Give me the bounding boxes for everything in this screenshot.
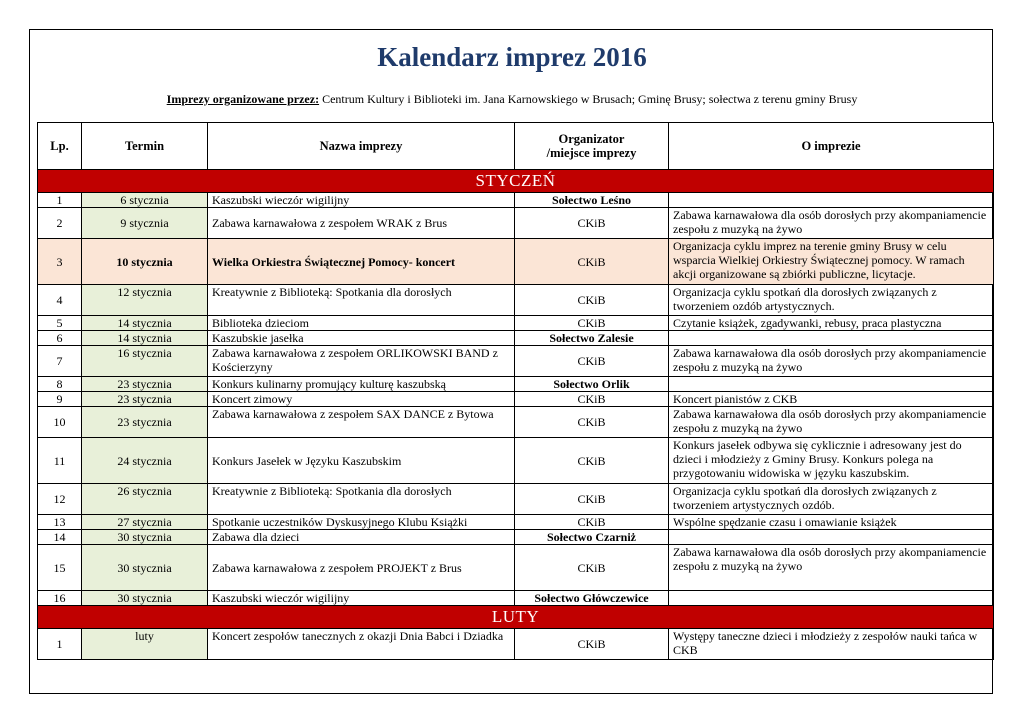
cell-nazwa: Wielka Orkiestra Świątecznej Pomocy- koncert xyxy=(208,239,515,285)
cell-nazwa: Biblioteka dzieciom xyxy=(208,316,515,331)
cell-termin: 23 stycznia xyxy=(82,377,208,392)
table-row xyxy=(38,530,994,545)
cell-termin: luty xyxy=(82,629,208,660)
cell-org: CKiB xyxy=(515,208,669,239)
cell-termin: 14 stycznia xyxy=(82,316,208,331)
cell-opis: Wspólne spędzanie czasu i omawianie książek xyxy=(669,515,994,530)
cell-termin: 30 stycznia xyxy=(82,530,208,545)
cell-nazwa: Kaszubski wieczór wigilijny xyxy=(208,591,515,606)
cell-opis xyxy=(669,530,994,545)
cell-nazwa: Kreatywnie z Biblioteką: Spotkania dla dorosłych xyxy=(208,285,515,316)
cell-nazwa: Kaszubski wieczór wigilijny xyxy=(208,193,515,208)
cell-termin: 23 stycznia xyxy=(82,392,208,407)
table-row xyxy=(38,208,994,239)
table-row xyxy=(38,545,994,591)
cell-nazwa: Zabawa karnawałowa z zespołem PROJEKT z Brus xyxy=(208,545,515,591)
cell-termin: 27 stycznia xyxy=(82,515,208,530)
header-opis: O imprezie xyxy=(669,123,994,170)
table-row xyxy=(38,377,994,392)
cell-org: CKiB xyxy=(515,346,669,377)
cell-opis xyxy=(669,331,994,346)
cell-org: CKiB xyxy=(515,545,669,591)
cell-termin: 12 stycznia xyxy=(82,285,208,316)
cell-termin: 9 stycznia xyxy=(82,208,208,239)
cell-nazwa: Zabawa karnawałowa z zespołem ORLIKOWSKI BAND z Kościerzyny xyxy=(208,346,515,377)
cell-opis: Czytanie książek, zgadywanki, rebusy, praca plastyczna xyxy=(669,316,994,331)
cell-nazwa: Koncert zespołów tanecznych z okazji Dnia Babci i Dziadka xyxy=(208,629,515,660)
cell-lp: 2 xyxy=(38,208,82,239)
cell-nazwa: Konkurs kulinarny promujący kulturę kaszubską xyxy=(208,377,515,392)
cell-lp: 1 xyxy=(38,193,82,208)
cell-nazwa: Kreatywnie z Biblioteką: Spotkania dla dorosłych xyxy=(208,484,515,515)
table-row xyxy=(38,193,994,208)
table-row xyxy=(38,392,994,407)
table-row xyxy=(38,346,994,377)
cell-lp: 8 xyxy=(38,377,82,392)
header-lp: Lp. xyxy=(38,123,82,170)
cell-lp: 10 xyxy=(38,407,82,438)
subtitle-text: Centrum Kultury i Biblioteki im. Jana Karnowskiego w Brusach; Gminę Brusy; sołectwa z terenu gminy Brusy xyxy=(319,92,858,106)
cell-opis xyxy=(669,377,994,392)
cell-opis: Konkurs jasełek odbywa się cyklicznie i adresowany jest do dzieci i młodzieży z Gminy Brusy. Konkurs polega na przygotowaniu widowiska w języku kaszubskim. xyxy=(669,438,994,484)
cell-termin: 24 stycznia xyxy=(82,438,208,484)
month-row-luty xyxy=(38,606,994,629)
cell-opis: Zabawa karnawałowa dla osób dorosłych przy akompaniamencie zespołu z muzyką na żywo xyxy=(669,346,994,377)
cell-lp: 1 xyxy=(38,629,82,660)
cell-termin: 30 stycznia xyxy=(82,591,208,606)
month-label: STYCZEŃ xyxy=(38,170,994,193)
table-row xyxy=(38,438,994,484)
table-row xyxy=(38,515,994,530)
cell-org: Sołectwo Zalesie xyxy=(515,331,669,346)
cell-termin: 26 stycznia xyxy=(82,484,208,515)
page-subtitle xyxy=(0,92,1024,107)
cell-nazwa: Konkurs Jasełek w Języku Kaszubskim xyxy=(208,438,515,484)
cell-opis: Występy taneczne dzieci i młodzieży z zespołów nauki tańca w CKB xyxy=(669,629,994,660)
cell-nazwa: Zabawa karnawałowa z zespołem WRAK z Brus xyxy=(208,208,515,239)
page-title: Kalendarz imprez 2016 xyxy=(377,42,647,72)
cell-lp: 15 xyxy=(38,545,82,591)
cell-org: CKiB xyxy=(515,484,669,515)
cell-opis: Organizacja cyklu spotkań dla dorosłych związanych z tworzeniem ozdób artystycznych. xyxy=(669,285,994,316)
table-row xyxy=(38,407,994,438)
table-row-highlighted xyxy=(38,239,994,285)
cell-termin: 16 stycznia xyxy=(82,346,208,377)
cell-termin: 23 stycznia xyxy=(82,407,208,438)
table-row xyxy=(38,316,994,331)
cell-lp: 4 xyxy=(38,285,82,316)
cell-nazwa: Koncert zimowy xyxy=(208,392,515,407)
cell-opis: Koncert pianistów z CKB xyxy=(669,392,994,407)
cell-nazwa: Zabawa dla dzieci xyxy=(208,530,515,545)
cell-lp: 13 xyxy=(38,515,82,530)
table-header-row xyxy=(38,123,994,170)
header-termin: Termin xyxy=(82,123,208,170)
table-row xyxy=(38,285,994,316)
cell-opis xyxy=(669,591,994,606)
header-organizator xyxy=(515,123,669,170)
header-organizator-line2: /miejsce imprezy xyxy=(546,146,637,160)
cell-org: Sołectwo Leśno xyxy=(515,193,669,208)
cell-opis: Zabawa karnawałowa dla osób dorosłych przy akompaniamencie zespołu z muzyką na żywo xyxy=(669,545,994,591)
cell-lp: 11 xyxy=(38,438,82,484)
cell-opis: Zabawa karnawałowa dla osób dorosłych przy akompaniamencie zespołu z muzyką na żywo xyxy=(669,208,994,239)
cell-opis xyxy=(669,193,994,208)
header-nazwa: Nazwa imprezy xyxy=(208,123,515,170)
cell-org: Sołectwo Czarniż xyxy=(515,530,669,545)
cell-lp: 7 xyxy=(38,346,82,377)
cell-nazwa: Zabawa karnawałowa z zespołem SAX DANCE z Bytowa xyxy=(208,407,515,438)
table-row xyxy=(38,484,994,515)
cell-lp: 3 xyxy=(38,239,82,285)
cell-opis: Organizacja cyklu spotkań dla dorosłych związanych z tworzeniem artystycznych ozdób. xyxy=(669,484,994,515)
cell-lp: 12 xyxy=(38,484,82,515)
table-row xyxy=(38,591,994,606)
cell-org: CKiB xyxy=(515,407,669,438)
cell-opis: Organizacja cyklu imprez na terenie gminy Brusy w celu wsparcia Wielkiej Orkiestry Świątecznej pomocy. W ramach akcji organizowane są zbiórki publiczne, licytacje. xyxy=(669,239,994,285)
cell-org: CKiB xyxy=(515,285,669,316)
cell-org: CKiB xyxy=(515,515,669,530)
header-organizator-line1: Organizator xyxy=(558,132,625,146)
cell-lp: 14 xyxy=(38,530,82,545)
cell-nazwa: Kaszubskie jasełka xyxy=(208,331,515,346)
cell-opis: Zabawa karnawałowa dla osób dorosłych przy akompaniamencie zespołu z muzyką na żywo xyxy=(669,407,994,438)
cell-org: CKiB xyxy=(515,316,669,331)
cell-lp: 16 xyxy=(38,591,82,606)
cell-termin: 30 stycznia xyxy=(82,545,208,591)
table-row xyxy=(38,629,994,660)
table-row xyxy=(38,331,994,346)
cell-org: Sołectwo Główczewice xyxy=(515,591,669,606)
events-table xyxy=(37,122,994,660)
cell-org: CKiB xyxy=(515,392,669,407)
cell-org: CKiB xyxy=(515,438,669,484)
month-label: LUTY xyxy=(38,606,994,629)
subtitle-lead: Imprezy organizowane przez: xyxy=(166,92,320,106)
cell-termin: 10 stycznia xyxy=(82,239,208,285)
cell-termin: 6 stycznia xyxy=(82,193,208,208)
cell-lp: 5 xyxy=(38,316,82,331)
cell-org: CKiB xyxy=(515,239,669,285)
cell-lp: 9 xyxy=(38,392,82,407)
cell-nazwa: Spotkanie uczestników Dyskusyjnego Klubu Książki xyxy=(208,515,515,530)
cell-org: CKiB xyxy=(515,629,669,660)
cell-lp: 6 xyxy=(38,331,82,346)
cell-org: Sołectwo Orlik xyxy=(515,377,669,392)
month-row-styczen xyxy=(38,170,994,193)
cell-termin: 14 stycznia xyxy=(82,331,208,346)
